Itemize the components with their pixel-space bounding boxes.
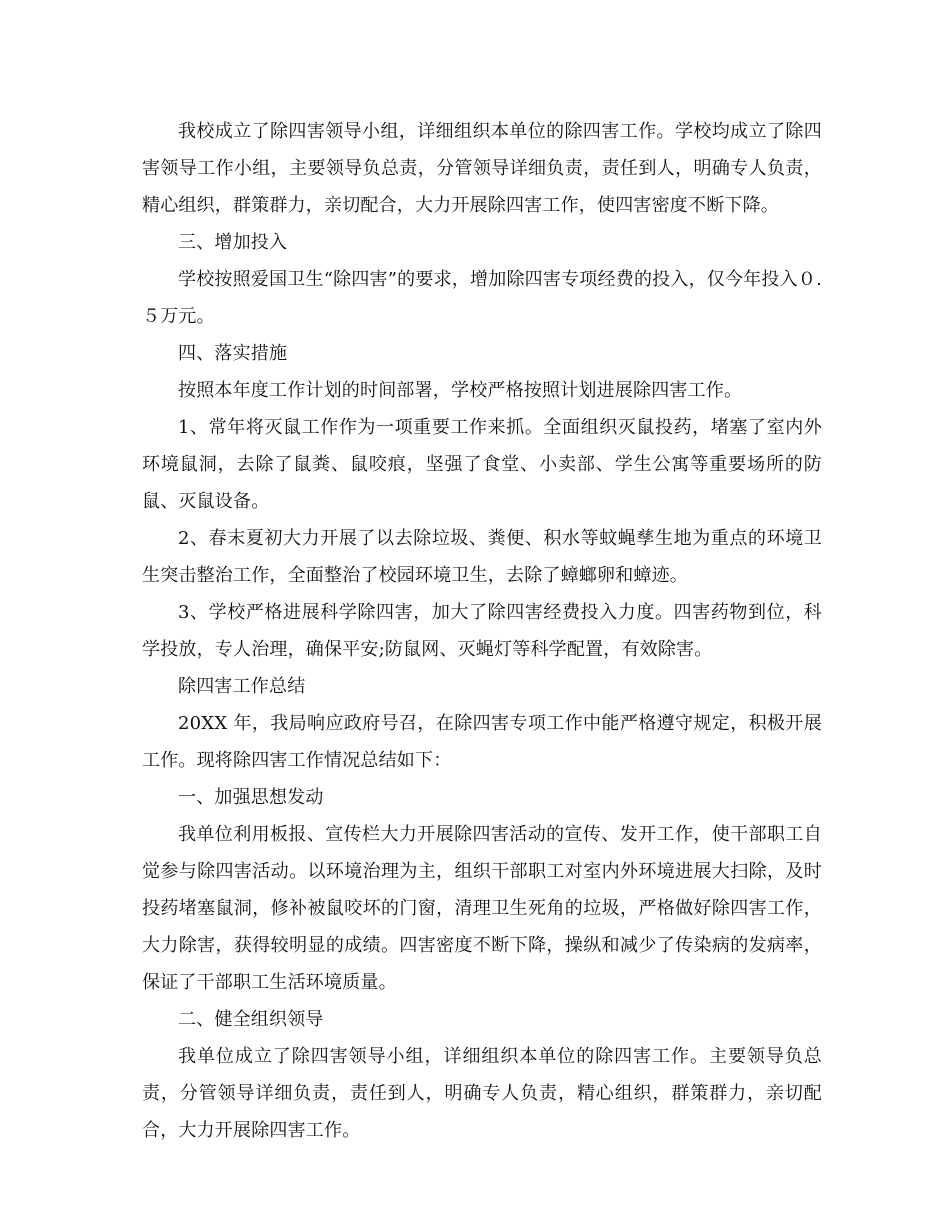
section-heading: 三、增加投入	[178, 232, 288, 253]
list-item: 3、学校严格进展科学除四害，加大了除四害经费投入力度。四害药物到位，科学投放，专人治理，确保平安;防鼠网、灭蝇灯等科学配置，有效除害。	[142, 602, 822, 660]
list-item: 1、常年将灭鼠工作作为一项重要工作来抓。全面组织灭鼠投药，堵塞了室内外环境鼠洞，去除了鼠粪、鼠咬痕，坚强了食堂、小卖部、学生公寓等重要场所的防鼠、灭鼠设备。	[142, 417, 822, 512]
paragraph: 按照本年度工作计划的时间部署，学校严格按照计划进展除四害工作。	[178, 380, 743, 401]
section-heading: 一、加强思想发动	[178, 787, 324, 808]
document-title: 除四害工作总结	[178, 676, 306, 697]
paragraph: 我校成立了除四害领导小组，详细组织本单位的除四害工作。学校均成立了除四害领导工作小组，主要领导负总责，分管领导详细负责，责任到人，明确专人负责，精心组织，群策群力，亲切配合，大力开展除四害工作，使四害密度不断下降。	[142, 121, 822, 216]
section-heading: 二、健全组织领导	[178, 1009, 324, 1030]
paragraph: 我单位成立了除四害领导小组，详细组织本单位的除四害工作。主要领导负总责，分管领导详细负责，责任到人，明确专人负责，精心组织，群策群力，亲切配合，大力开展除四害工作。	[142, 1046, 822, 1141]
paragraph: 我单位利用板报、宣传栏大力开展除四害活动的宣传、发开工作，使干部职工自觉参与除四害活动。以环境治理为主，组织干部职工对室内外环境进展大扫除，及时投药堵塞鼠洞，修补被鼠咬坏的门窗，清理卫生死角的垃圾，严格做好除四害工作，大力除害，获得较明显的成绩。四害密度不断下降，操纵和减少了传染病的发病率，保证了干部职工生活环境质量。	[142, 824, 822, 993]
list-item: 2、春末夏初大力开展了以去除垃圾、粪便、积水等蚊蝇孳生地为重点的环境卫生突击整治工作，全面整治了校园环境卫生，去除了蟑螂卵和蟑迹。	[142, 528, 822, 586]
document-body	[142, 113, 822, 1149]
paragraph: 学校按照爱国卫生“除四害”的要求，增加除四害专项经费的投入，仅今年投入０.５万元。	[142, 269, 822, 327]
section-heading: 四、落实措施	[178, 343, 288, 364]
paragraph: 20XX 年，我局响应政府号召，在除四害专项工作中能严格遵守规定，积极开展工作。现将除四害工作情况总结如下：	[142, 713, 822, 771]
